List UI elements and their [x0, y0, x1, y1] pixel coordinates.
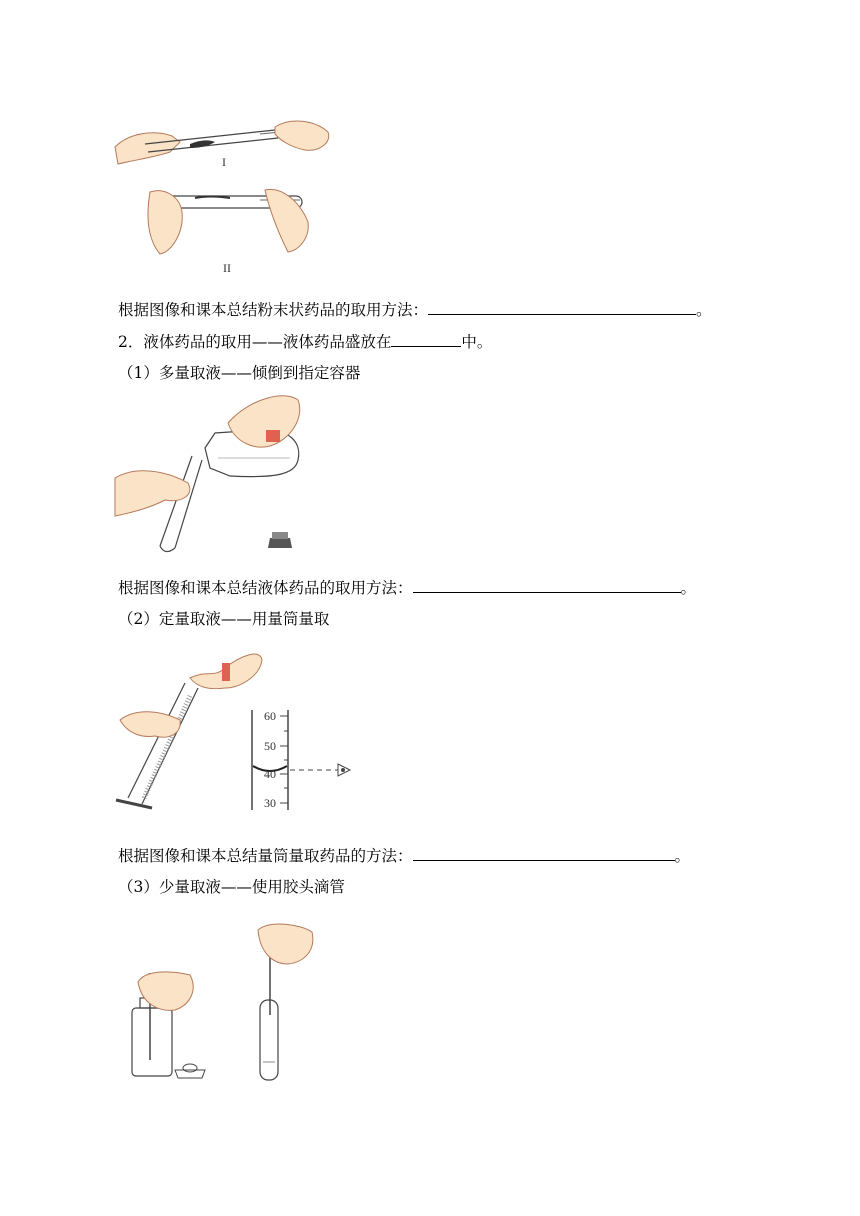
liquid-answer-blank[interactable] [413, 578, 681, 593]
powder-summary-line [118, 300, 712, 320]
container-answer-blank[interactable] [391, 332, 461, 347]
cylinder-summary-text: 根据图像和课本总结量筒量取药品的方法： [118, 847, 413, 865]
scale-label-30: 30 [264, 796, 276, 810]
dropper-heading: （3）少量取液——使用胶头滴管 [118, 878, 345, 896]
liquid-summary-text: 根据图像和课本总结液体药品的取用方法： [118, 579, 413, 597]
figure-ii-illustration [148, 189, 308, 254]
liquid-summary-line [118, 578, 696, 598]
liquid-heading-text-b: 中。 [461, 333, 493, 351]
cylinder-summary-line [118, 846, 690, 866]
liquid-heading-line [118, 332, 492, 352]
liquid-heading-text-a: 2．液体药品的取用——液体药品盛放在 [118, 333, 392, 351]
dropper-over-tube [258, 924, 313, 1080]
powder-summary-text: 根据图像和课本总结粉末状药品的取用方法： [118, 301, 429, 319]
measure-heading: （2）定量取液——用量筒量取 [118, 610, 330, 628]
cylinder-answer-blank[interactable] [413, 846, 675, 861]
dropper-in-bottle [132, 972, 205, 1078]
cylinder-summary-end: 。 [674, 847, 691, 865]
liquid-summary-end: 。 [680, 579, 697, 597]
pour-figure [110, 388, 310, 558]
dropper-figure [120, 920, 330, 1090]
figure-i-label: I [222, 155, 226, 169]
scale-label-40: 40 [264, 767, 276, 781]
scale-label-50: 50 [264, 739, 276, 753]
scale-label-60: 60 [264, 709, 276, 723]
powder-answer-blank[interactable] [428, 300, 696, 315]
graduated-cylinder [116, 654, 262, 808]
meniscus-scale [252, 709, 350, 810]
powder-figure [110, 112, 340, 282]
powder-summary-end: 。 [696, 301, 712, 319]
figure-ii-label: II [223, 261, 231, 275]
measure-figure [110, 648, 360, 818]
pour-heading: （1）多量取液——倾倒到指定容器 [118, 364, 361, 382]
